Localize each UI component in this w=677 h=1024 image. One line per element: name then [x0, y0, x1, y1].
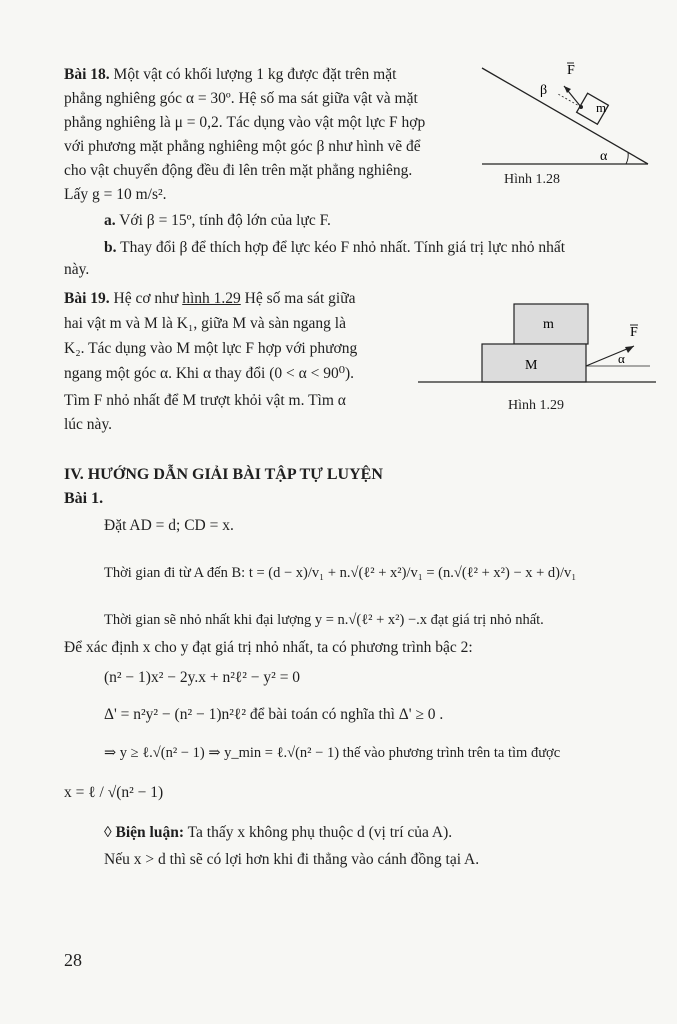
bai18-line3: phẳng nghiêng là μ = 0,2. Tác dụng vào vật một lực F hợp — [64, 114, 426, 131]
label-M: M — [525, 358, 538, 373]
bien-luan-label: ◊ Biện luận: — [104, 824, 185, 841]
solution-line2: Thời gian đi từ A đến B: t = (d − x)/v₁ + n.√(ℓ² + x²)/v₁ = (n.√(ℓ² + x²) − x + d)/v₁ — [104, 565, 577, 581]
figure-1-29-caption: Hình 1.29 — [508, 398, 564, 413]
bai18-question-b — [104, 237, 565, 258]
bai19-line5: Tìm F nhỏ nhất để M trượt khỏi vật m. Tìm α — [64, 392, 346, 409]
alpha-arc — [626, 152, 628, 164]
solution-line5: (n² − 1)x² − 2y.x + n²ℓ² − y² = 0 — [104, 669, 301, 686]
page-number: 28 — [64, 950, 82, 970]
solution-line9 — [104, 822, 452, 843]
bai1-label: Bài 1. — [64, 490, 104, 507]
label-alpha: α — [600, 149, 608, 164]
solution-line4: Để xác định x cho y đạt giá trị nhỏ nhất, ta có phương trình bậc 2: — [64, 639, 473, 656]
bai18-line1 — [64, 64, 396, 85]
figure-1-28 — [478, 60, 658, 190]
solution-line10: Nếu x > d thì sẽ có lợi hơn khi đi thẳng vào cánh đồng tại A. — [104, 851, 480, 868]
figure-link[interactable]: hình 1.29 — [182, 290, 241, 307]
label-F: F — [567, 63, 575, 78]
solution-line7: ⇒ y ≥ ℓ.√(n² − 1) ⇒ y_min = ℓ.√(n² − 1) thế vào phương trình trên ta tìm được — [104, 745, 561, 761]
incline-direction-dash — [558, 94, 581, 107]
label-F: F — [630, 325, 638, 340]
arrow-head-icon — [564, 86, 571, 93]
bai18-label: Bài 18. — [64, 66, 110, 83]
incline-line — [482, 68, 648, 164]
question-b-label: b. — [104, 239, 117, 256]
figure-1-29 — [418, 290, 658, 395]
bai19-line6: lúc này. — [64, 416, 113, 433]
bai19-line1 — [64, 288, 356, 309]
label-alpha: α — [618, 351, 625, 366]
question-a-label: a. — [104, 212, 116, 229]
label-m: m — [596, 100, 607, 115]
bai18-line4: với phương mặt phẳng nghiêng một góc β như hình vẽ để — [64, 138, 421, 155]
bai19-label: Bài 19. — [64, 290, 110, 307]
bai19-line3: K₂. Tác dụng vào M một lực F hợp với phương — [64, 340, 358, 357]
bai19-line4: ngang một góc α. Khi α thay đổi (0 < α < 90⁰). — [64, 365, 354, 382]
solution-line8: x = ℓ / √(n² − 1) — [64, 784, 164, 801]
label-beta: β — [540, 83, 548, 98]
bai19-text1b: Hệ số ma sát giữa — [244, 290, 356, 307]
bai19-text1a: Hệ cơ như — [113, 290, 179, 307]
solution-line1: Đặt AD = d; CD = x. — [104, 517, 234, 534]
question-a-text: Với β = 15º, tính độ lớn của lực F. — [119, 212, 331, 229]
bai18-text1: Một vật có khối lượng 1 kg được đặt trên mặt — [113, 66, 397, 83]
bai19-line2: hai vật m và M là K₁, giữa M và sàn ngang là — [64, 315, 346, 332]
bai18-line6: Lấy g = 10 m/s². — [64, 186, 167, 203]
question-b-text: Thay đổi β để thích hợp để lực kéo F nhỏ nhất. Tính giá trị lực nhỏ nhất — [120, 239, 566, 256]
bai18-line5: cho vật chuyển động đều đi lên trên mặt phẳng nghiêng. — [64, 162, 413, 179]
bai18-question-b-cont: này. — [64, 261, 90, 278]
bai18-question-a — [104, 210, 331, 231]
arrow-head-icon — [625, 346, 634, 353]
solution-line3: Thời gian sẽ nhỏ nhất khi đại lượng y = n.√(ℓ² + x²) −.x đạt giá trị nhỏ nhất. — [104, 612, 544, 628]
solution-line6: Δ' = n²y² − (n² − 1)n²ℓ² để bài toán có nghĩa thì Δ' ≥ 0 . — [104, 706, 444, 723]
bai18-line2: phẳng nghiêng góc α = 30º. Hệ số ma sát giữa vật và mặt — [64, 90, 418, 107]
figure-1-28-caption: Hình 1.28 — [504, 172, 560, 187]
bien-luan-text: Ta thấy x không phụ thuộc d (vị trí của A). — [187, 824, 453, 841]
label-m: m — [543, 317, 554, 332]
section-heading: IV. HƯỚNG DẪN GIẢI BÀI TẬP TỰ LUYỆN — [64, 466, 383, 483]
